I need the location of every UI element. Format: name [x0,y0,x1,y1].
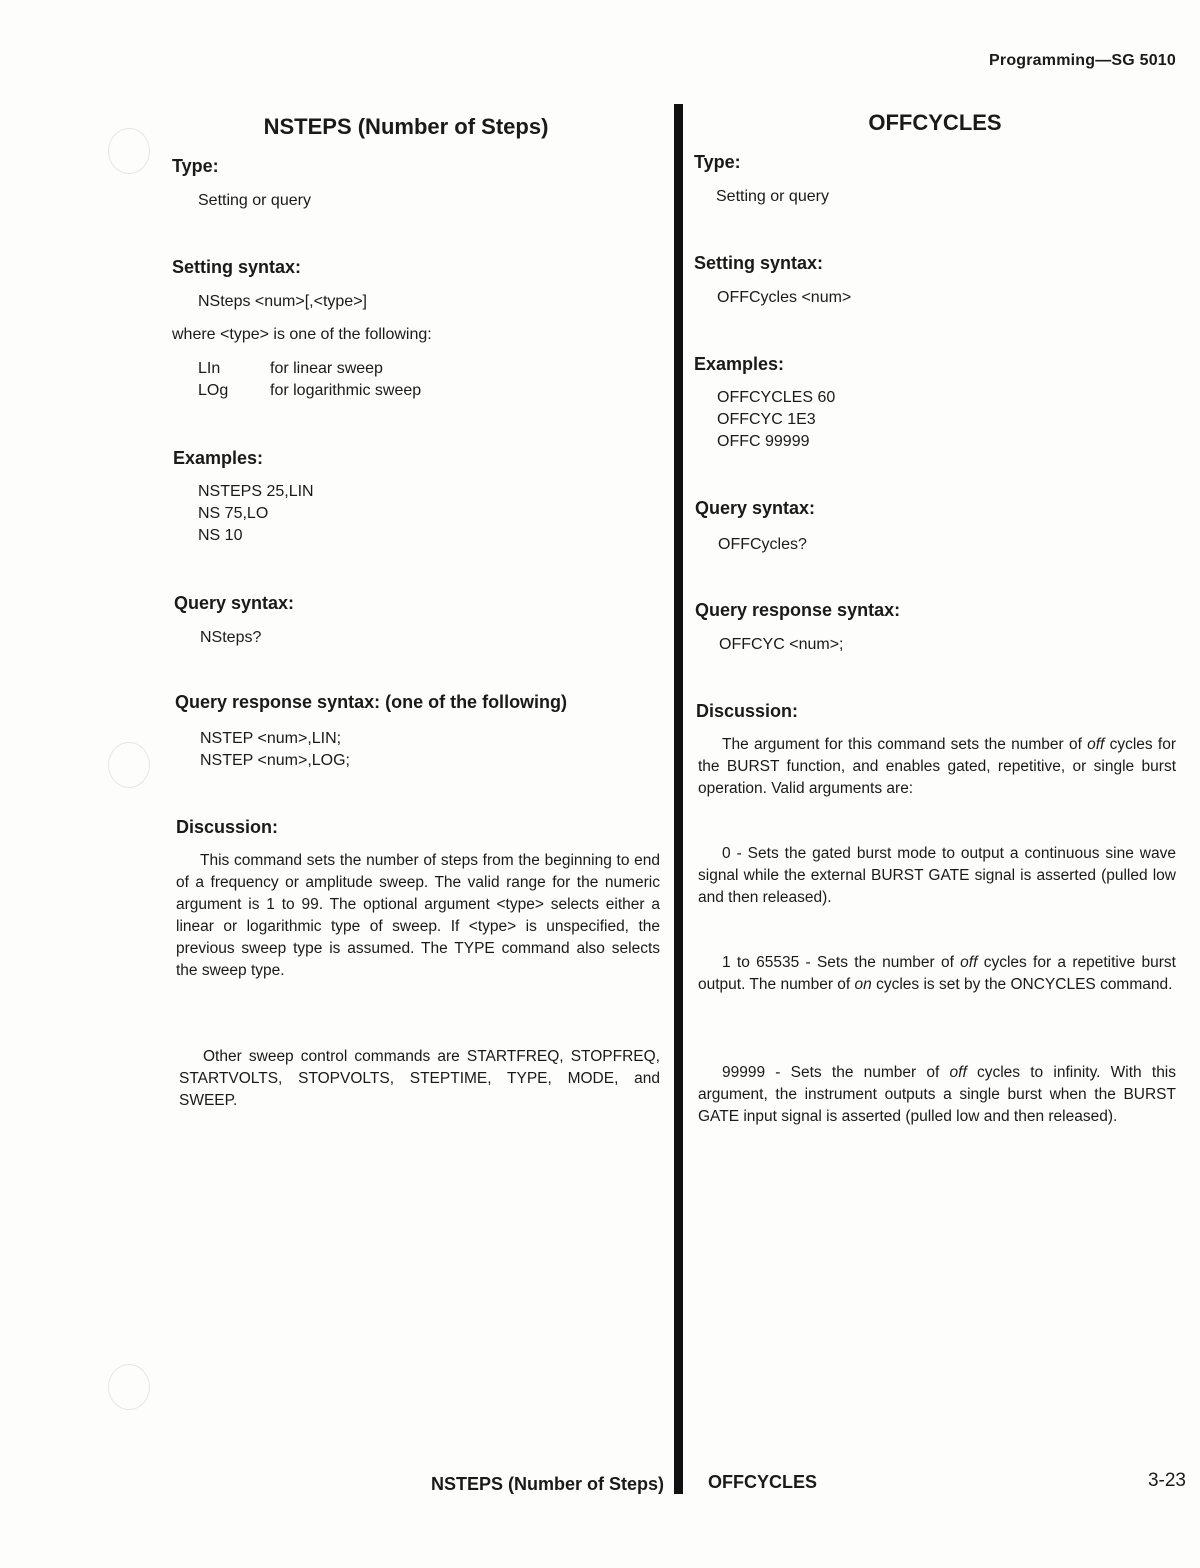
discussion-paragraph: This command sets the number of steps from the beginning to end of a frequency or amplitude sweep. The valid range for the numeric argument is 1 to 99. The optional argument <type> selects either a linear or logarithmic type of sweep. If <type> is unspecified, the previous sweep type is assumed. The TYPE command also selects the sweep type. [176,852,660,979]
argument-range [698,952,1176,996]
response-line: NSTEP <num>,LOG; [200,752,350,769]
text-run: The argument for this command sets the number of [722,736,1088,753]
setting-syntax-heading: Setting syntax: [694,253,824,273]
emphasis-off: off [949,1064,967,1081]
discussion-paragraph: Other sweep control commands are STARTFREQ, STOPFREQ, STARTVOLTS, STOPVOLTS, STEPTIME, TYPE, MODE, and SWEEP. [179,1048,660,1109]
emphasis-on: on [854,976,872,993]
text-run: cycles is set by the ONCYCLES command. [871,976,1173,993]
discussion-heading: Discussion: [696,701,799,721]
column-divider [674,104,683,1494]
type-option-linear [198,358,421,380]
punch-hole-mark [108,1364,150,1410]
text-run: cycles to infinity. With this argument, the instrument outputs a single burst when the BURST GATE input signal is asserted (pulled low and then released). [698,1064,1177,1125]
query-syntax: OFFCycles? [718,536,807,553]
argument-zero: 0 - Sets the gated burst mode to output a continuous sine wave signal while the external BURST GATE signal is asserted (pulled low and then released). [698,845,1176,906]
setting-syntax-heading: Setting syntax: [172,257,302,277]
examples-heading: Examples: [694,354,785,374]
emphasis-off: off [960,954,978,971]
offcycles-title: OFFCYCLES [868,110,1002,135]
option-desc: for logarithmic sweep [270,382,422,399]
setting-syntax: OFFCycles <num> [717,289,852,306]
query-syntax: NSteps? [200,629,262,646]
text-run: 1 to 65535 - Sets the number of [722,954,961,971]
type-heading: Type: [172,156,219,176]
emphasis-off: off [1087,736,1105,753]
query-response-heading: Query response syntax: (one of the following) [175,692,568,712]
example-line: NS 10 [198,527,243,544]
punch-hole-mark [108,742,150,788]
where-text: where <type> is one of the following: [172,326,432,343]
example-line: NSTEPS 25,LIN [198,483,314,500]
option-key: LOg [198,382,229,399]
example-line: OFFC 99999 [717,433,810,450]
option-desc: for linear sweep [270,360,383,377]
examples-heading: Examples: [173,448,264,468]
setting-syntax: NSteps <num>[,<type>] [198,293,367,310]
example-line: NS 75,LO [198,505,269,522]
type-value: Setting or query [716,188,829,205]
argument-infinity [698,1062,1176,1128]
query-response-list [200,728,350,772]
discussion-heading: Discussion: [176,817,279,837]
query-syntax-heading: Query syntax: [695,498,816,518]
discussion-paragraph [698,734,1176,800]
query-response: OFFCYC <num>; [719,636,844,653]
examples-list [717,387,835,453]
examples-list [198,481,314,547]
punch-hole-mark [108,128,150,174]
query-syntax-heading: Query syntax: [174,593,295,613]
type-options [198,358,421,402]
option-key: LIn [198,360,221,377]
footer-right-label: OFFCYCLES [708,1472,818,1492]
example-line: OFFCYCLES 60 [717,389,836,406]
type-value: Setting or query [198,192,311,209]
type-heading: Type: [694,152,741,172]
footer-left-label: NSTEPS (Number of Steps) [430,1474,664,1494]
nsteps-title: NSTEPS (Number of Steps) [263,114,549,139]
text-run: 99999 - Sets the number of [722,1064,950,1081]
text-run: cycles for a repetitive burst output. The number of [698,954,1176,993]
response-line: NSTEP <num>,LIN; [200,730,342,747]
example-line: OFFCYC 1E3 [717,411,816,428]
page-number: 3-23 [1147,1470,1186,1491]
query-response-heading: Query response syntax: [695,600,901,620]
type-option-log [198,380,421,402]
text-run: cycles for the BURST function, and enables gated, repetitive, or single burst operation. Valid arguments are: [698,736,1177,797]
running-head: Programming—SG 5010 [989,52,1176,69]
